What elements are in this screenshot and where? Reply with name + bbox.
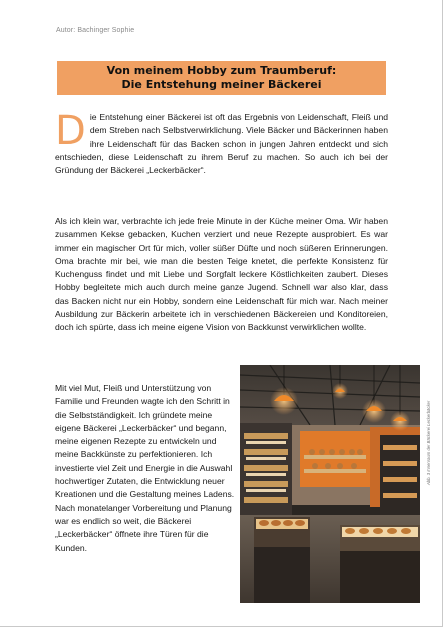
author-line: Autor: Bachinger Sophie [56, 27, 135, 34]
drop-cap: D [55, 108, 86, 154]
paragraph-intro [55, 108, 388, 177]
image-caption: Abb. 3 Innenraum der Bäckerei Leckerbäcker [426, 400, 431, 485]
paragraph-intro-text: ie Entstehung einer Bäckerei ist oft das Ergebnis von Leidenschaft, Fleiß und dem Streben nach Selbstverwirklichung. Viele Bäcker und Bäckerinnen haben ihre Leidenschaft für das Backen schon in jungen Jahren entdeckt und sich entschieden, diese Leidenschaft zu ihrem Beruf zu machen. So auch ich bei der Gründung der Bäckerei „Leckerbäcker“. [55, 112, 388, 176]
paragraph-founding: Mit viel Mut, Fleiß und Unterstützung von Familie und Freunden wagte ich den Schritt in die Selbstständigkeit. Ich gründete meine eigene Bäckerei „Leckerbäcker“ und begann, meine eigenen Rezepte zu entwickeln und meine Backkünste zu perfektionieren. Ich investierte viel Zeit und Energie in die Auswahl hochwertiger Zutaten, die Entwicklung neuer Kreationen und die Gestaltung meines Ladens. Nach monatelanger Vorbereitung und Planung war es endlich so weit, die Bäckerei „Leckerbäcker“ öffnete ihre Türen für die Kunden. [55, 383, 235, 553]
title-banner [57, 61, 386, 95]
title-line-1: Von meinem Hobby zum Traumberuf: [106, 64, 337, 77]
title-line-2: Die Entstehung meiner Bäckerei [121, 78, 322, 91]
bakery-interior-photo [240, 365, 420, 603]
paragraph-childhood: Als ich klein war, verbrachte ich jede freie Minute in der Küche meiner Oma. Wir haben zusammen Kekse gebacken, Kuchen verziert und neue Rezepte ausprobiert. Es war immer ein magischer Ort für mich, voller süßer Düfte und noch süßeren Erinnerungen. Oma brachte mir bei, wie man die besten Teige knetet, die perfekte Konsistenz für Kuchenguss findet und mit Liebe und Sorgfalt leckere Köstlichkeiten zaubert. Dieses Hobby begleitete mich auch durch meine ganze Jugend. Schnell war also klar, dass das Backen nicht nur ein Hobby, sondern eine Leidenschaft für mich war. Nach meiner Ausbildung zur Bäckerin arbeitete ich in verschiedenen Bäckereien und Konditoreien, doch ich spürte, dass ich meine eigene Vision von Backkunst verwirklichen wollte. [55, 216, 388, 333]
